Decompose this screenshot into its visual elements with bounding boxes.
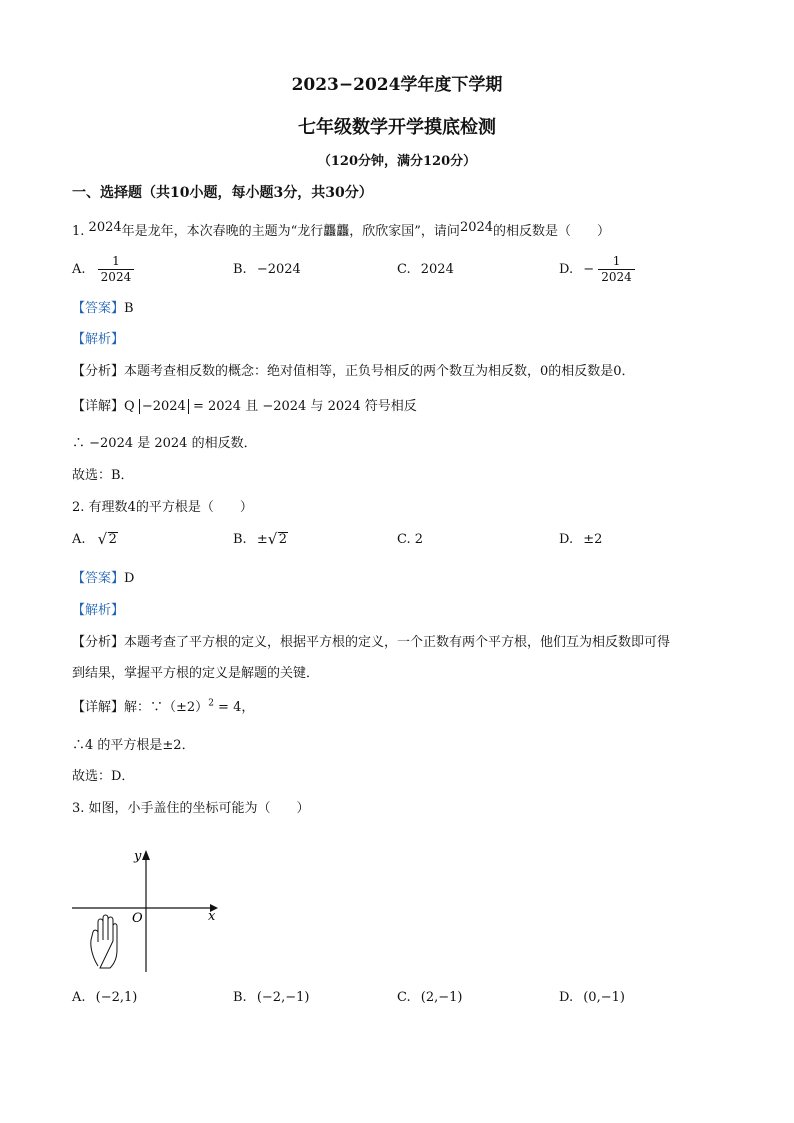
plus-minus-sign: ± <box>256 532 268 547</box>
q3-option-b[interactable] <box>233 990 309 1005</box>
q1-option-c[interactable] <box>397 262 454 277</box>
square-root <box>98 532 118 547</box>
q2-xiangjie <box>72 696 254 715</box>
q1-choose: 故选：B． <box>72 468 134 483</box>
y-axis-label: y <box>134 849 142 864</box>
square-root <box>268 532 288 547</box>
fraction <box>598 254 635 285</box>
option-value: −2024 <box>256 262 301 277</box>
option-label: B. <box>233 262 247 277</box>
option-label: A. <box>72 532 86 547</box>
q2-fenxi-line2: 到结果，掌握平方根的定义是解题的关键． <box>72 666 320 681</box>
hand-icon <box>91 915 117 968</box>
option-label: A. <box>72 990 86 1005</box>
q3-text: 如图，小手盖住的坐标可能为（ ） <box>88 801 310 816</box>
q2-fenxi-line1 <box>72 631 670 650</box>
q1-therefore: ∴ −2024 是 2024 的相反数． <box>72 436 257 451</box>
fenxi-text: 本题考查了平方根的定义，根据平方根的定义，一个正数有两个平方根，他们互为相反数即可得 <box>124 635 671 650</box>
minus-sign: − <box>583 262 595 277</box>
section-heading: 一、选择题（共10小题，每小题3分，共30分） <box>72 185 373 201</box>
answer-tag: 【答案】 <box>72 571 125 586</box>
option-value: ±2 <box>583 532 603 547</box>
q1-analysis-tag: 【解析】 <box>72 332 125 347</box>
question-number: 2. <box>72 500 85 515</box>
question-2 <box>72 496 253 515</box>
q3-option-c[interactable] <box>397 990 462 1005</box>
xiangjie-text: = 2024 且 −2024 与 2024 符号相反 <box>192 399 417 414</box>
q2-option-a[interactable] <box>72 532 118 547</box>
option-label: D. <box>559 990 574 1005</box>
option-value: (−2,1) <box>95 990 138 1005</box>
q2-answer <box>72 567 134 586</box>
radical-sign-icon: √ <box>267 530 278 548</box>
q1-fenxi <box>72 360 635 379</box>
xiangjie-tag: 【详解】 <box>72 399 125 414</box>
q2-choose: 故选：D． <box>72 769 135 784</box>
q2-option-c[interactable]: C. 2 <box>397 532 424 547</box>
option-value: (2,−1) <box>420 990 463 1005</box>
numerator: 1 <box>612 254 621 268</box>
q2-text: 有理数4的平方根是（ ） <box>88 500 253 515</box>
xiangjie-tag: 【详解】 <box>72 700 125 715</box>
absolute-value: −2024 <box>139 399 189 414</box>
question-1 <box>72 220 610 239</box>
q2-analysis-tag: 【解析】 <box>72 603 125 618</box>
q1-year-2: 2024 <box>459 220 494 235</box>
fenxi-text: 本题考查相反数的概念：绝对值相等，正负号相反的两个数互为相反数，0的相反数是0． <box>124 364 635 379</box>
option-label: A. <box>72 262 86 277</box>
fraction <box>98 254 135 285</box>
q1-answer <box>72 297 134 316</box>
because-symbol: Q <box>124 399 135 414</box>
answer-value: B <box>124 301 134 316</box>
q3-option-d[interactable] <box>559 990 625 1005</box>
answer-value: D <box>124 571 135 586</box>
xiangjie-text-end: = 4， <box>213 700 255 715</box>
q2-option-b[interactable] <box>233 532 288 547</box>
coordinate-figure <box>60 840 230 980</box>
exam-year-title: 2023−2024学年度下学期 <box>291 75 503 95</box>
xiangjie-text: 解：∵（±2） <box>124 700 209 715</box>
q1-option-b[interactable] <box>233 262 301 277</box>
exam-main-title: 七年级数学开学摸底检测 <box>298 117 496 138</box>
fenxi-tag: 【分析】 <box>72 364 125 379</box>
q1-text: 年是龙年，本次春晚的主题为“龙行龘龘，欣欣家国”，请问 <box>121 224 460 239</box>
q3-option-a[interactable] <box>72 990 137 1005</box>
exam-subtitle: （120分钟，满分120分） <box>317 154 477 169</box>
question-number: 3. <box>72 801 85 816</box>
denominator: 2024 <box>598 269 635 285</box>
question-number: 1. <box>72 224 85 239</box>
option-label: C. <box>397 990 411 1005</box>
denominator: 2024 <box>98 269 135 285</box>
answer-tag: 【答案】 <box>72 301 125 316</box>
q1-option-a[interactable] <box>72 254 134 285</box>
q1-text-end: 的相反数是（ ） <box>493 224 611 239</box>
q1-year-1: 2024 <box>88 220 122 235</box>
x-axis-label: x <box>208 909 216 924</box>
numerator: 1 <box>112 254 120 268</box>
exponent: 2 <box>208 698 214 709</box>
q1-xiangjie <box>72 395 417 414</box>
fenxi-tag: 【分析】 <box>72 635 125 650</box>
radical-sign-icon: √ <box>97 530 108 548</box>
y-axis-arrow-icon <box>142 850 150 860</box>
origin-label: O <box>132 911 143 926</box>
q2-therefore: ∴4 的平方根是±2． <box>72 738 195 753</box>
option-value: 2024 <box>420 262 454 277</box>
question-3 <box>72 797 310 816</box>
option-label: D. <box>559 262 574 277</box>
option-label: D. <box>559 532 574 547</box>
option-value: (−2,−1) <box>256 990 310 1005</box>
option-value: (0,−1) <box>583 990 625 1005</box>
q1-option-d[interactable] <box>559 254 635 285</box>
option-label: C. <box>397 262 411 277</box>
option-label: B. <box>233 990 247 1005</box>
radicand: 2 <box>278 532 288 547</box>
q2-option-d[interactable] <box>559 532 602 547</box>
option-label: B. <box>233 532 247 547</box>
radicand: 2 <box>108 532 117 547</box>
